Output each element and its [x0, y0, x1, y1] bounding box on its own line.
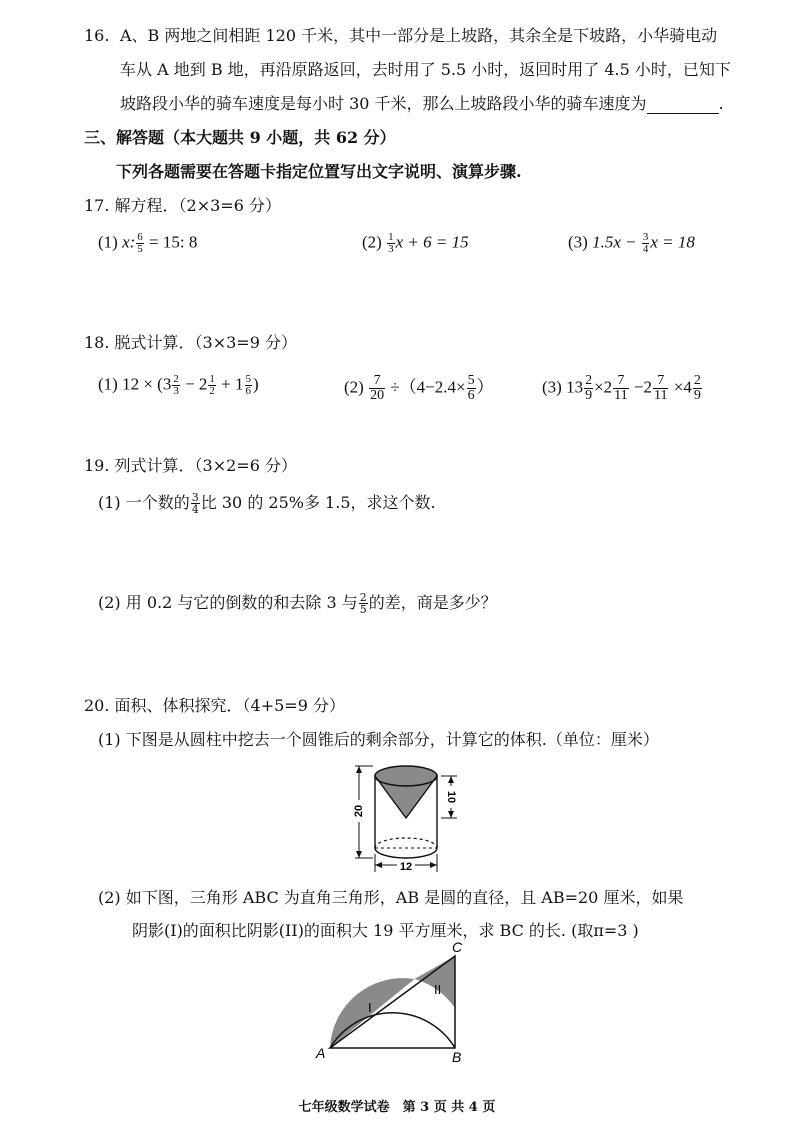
part-label: (2) [362, 232, 382, 252]
fraction: $\frac{2}{9}$ [585, 373, 593, 403]
height-label: 20 [352, 804, 365, 818]
text: 用 0.2 与它的倒数的和去除 3 与 [125, 593, 358, 612]
fraction: $\frac{1}{2}$ [209, 373, 215, 397]
q17-part3 [568, 232, 695, 255]
fraction: $\frac{6}{5}$ [137, 231, 143, 255]
expr: 12 × (3 [122, 374, 172, 394]
expr: 1.5x − [592, 232, 641, 252]
expr: = 15: 8 [144, 232, 198, 252]
q18-part1 [98, 374, 259, 397]
expr: ÷（4−2.4× [386, 377, 466, 397]
q16-period: . [718, 94, 724, 113]
cylinder-cone-figure [345, 758, 465, 878]
text: 的差，商是多少？ [368, 593, 497, 612]
vertex-b-label: B [452, 1049, 462, 1065]
text: 一个数的 [125, 493, 190, 512]
q17-part2 [362, 232, 469, 255]
q19-part2 [98, 592, 497, 615]
fraction: $\frac{3}{4}$ [191, 491, 199, 516]
section-title: 三、解答题（本大题共 9 小题，共 62 分） [84, 128, 396, 147]
triangle-semicircle-figure [310, 940, 485, 1068]
answer-blank [647, 97, 719, 114]
page-footer: 七年级数学试卷 第 3 页 共 4 页 [298, 1100, 496, 1115]
region-2-label: II [434, 982, 442, 997]
q20-part2-line1 [98, 888, 683, 908]
q16-line2: 车从 A 地到 B 地，再沿原路返回，去时用了 5.5 小时，返回时用了 4.5 小时，已知下 [120, 60, 731, 79]
expr: x = 18 [650, 232, 695, 252]
expr: + 1 [216, 374, 244, 394]
part-label: (1) [98, 493, 121, 512]
q17-title: 17. 解方程．（2×3=6 分） [84, 196, 281, 215]
expr: − 2 [180, 374, 208, 394]
vertex-a-label: A [316, 1045, 326, 1061]
part-label: (1) [98, 232, 118, 252]
q16-number: 16. [84, 26, 110, 45]
expr: x: [122, 232, 136, 252]
q16-line3 [120, 94, 724, 114]
fraction: $\frac{7}{20}$ [370, 373, 385, 403]
part-label: (1) [98, 730, 121, 749]
vertex-c-label: C [452, 940, 463, 955]
region-1-label: I [368, 1000, 372, 1015]
q16-line1: A、B 两地之间相距 120 千米，其中一部分是上坡路，其余全是下坡路，小华骑电动 [120, 26, 718, 45]
fraction: $\frac{7}{11}$ [654, 373, 668, 403]
text: 下图是从圆柱中挖去一个圆锥后的剩余部分，计算它的体积.（单位：厘米） [125, 730, 659, 749]
part-label: (2) [344, 377, 364, 397]
part-label: (3) [542, 377, 562, 397]
q19-title: 19. 列式计算．（3×2=6 分） [84, 456, 297, 475]
expr: 13 [566, 377, 584, 397]
part-label: (3) [568, 232, 588, 252]
fraction: $\frac{2}{9}$ [693, 373, 701, 403]
expr: ×4 [669, 377, 692, 397]
diameter-label: 12 [399, 861, 413, 873]
q18-part2 [344, 374, 494, 403]
fraction: $\frac{3}{4}$ [642, 231, 649, 255]
cone-depth-label: 10 [445, 790, 458, 804]
fraction: $\frac{7}{11}$ [614, 373, 628, 403]
expr: ) [253, 374, 259, 394]
fraction: $\frac{5}{6}$ [245, 373, 252, 397]
part-label: (2) [98, 888, 121, 907]
expr: ） [476, 377, 494, 397]
q18-title: 18. 脱式计算．（3×3=9 分） [84, 333, 297, 352]
section-instruction: 下列各题需要在答题卡指定位置写出文字说明、演算步骤. [116, 162, 522, 181]
q16-line3-text: 坡路段小华的骑车速度是每小时 30 千米，那么上坡路段小华的骑车速度为 [120, 94, 647, 113]
q20-title: 20. 面积、体积探究．（4+5=9 分） [84, 696, 345, 715]
q19-part1 [98, 492, 436, 515]
text: 如下图，三角形 ABC 为直角三角形，AB 是圆的直径，且 AB=20 厘米，如果 [125, 888, 684, 907]
expr: x + 6 = 15 [395, 232, 469, 252]
q20-part1 [98, 730, 659, 750]
q20-part2-line2: 阴影(I)的面积比阴影(II)的面积大 19 平方厘米，求 BC 的长. (取π=3 ) [132, 921, 639, 940]
text: 比 30 的 25%多 1.5，求这个数. [200, 493, 436, 512]
q17-part1 [98, 232, 197, 255]
fraction: $\frac{5}{6}$ [467, 373, 475, 403]
expr: −2 [629, 377, 652, 397]
fraction: $\frac{1}{3}$ [388, 231, 394, 255]
expr: ×2 [594, 377, 613, 397]
q18-part3 [542, 374, 703, 403]
part-label: (1) [98, 374, 118, 394]
fraction: $\frac{2}{3}$ [173, 373, 179, 397]
part-label: (2) [98, 593, 121, 612]
fraction: $\frac{2}{5}$ [359, 591, 367, 616]
